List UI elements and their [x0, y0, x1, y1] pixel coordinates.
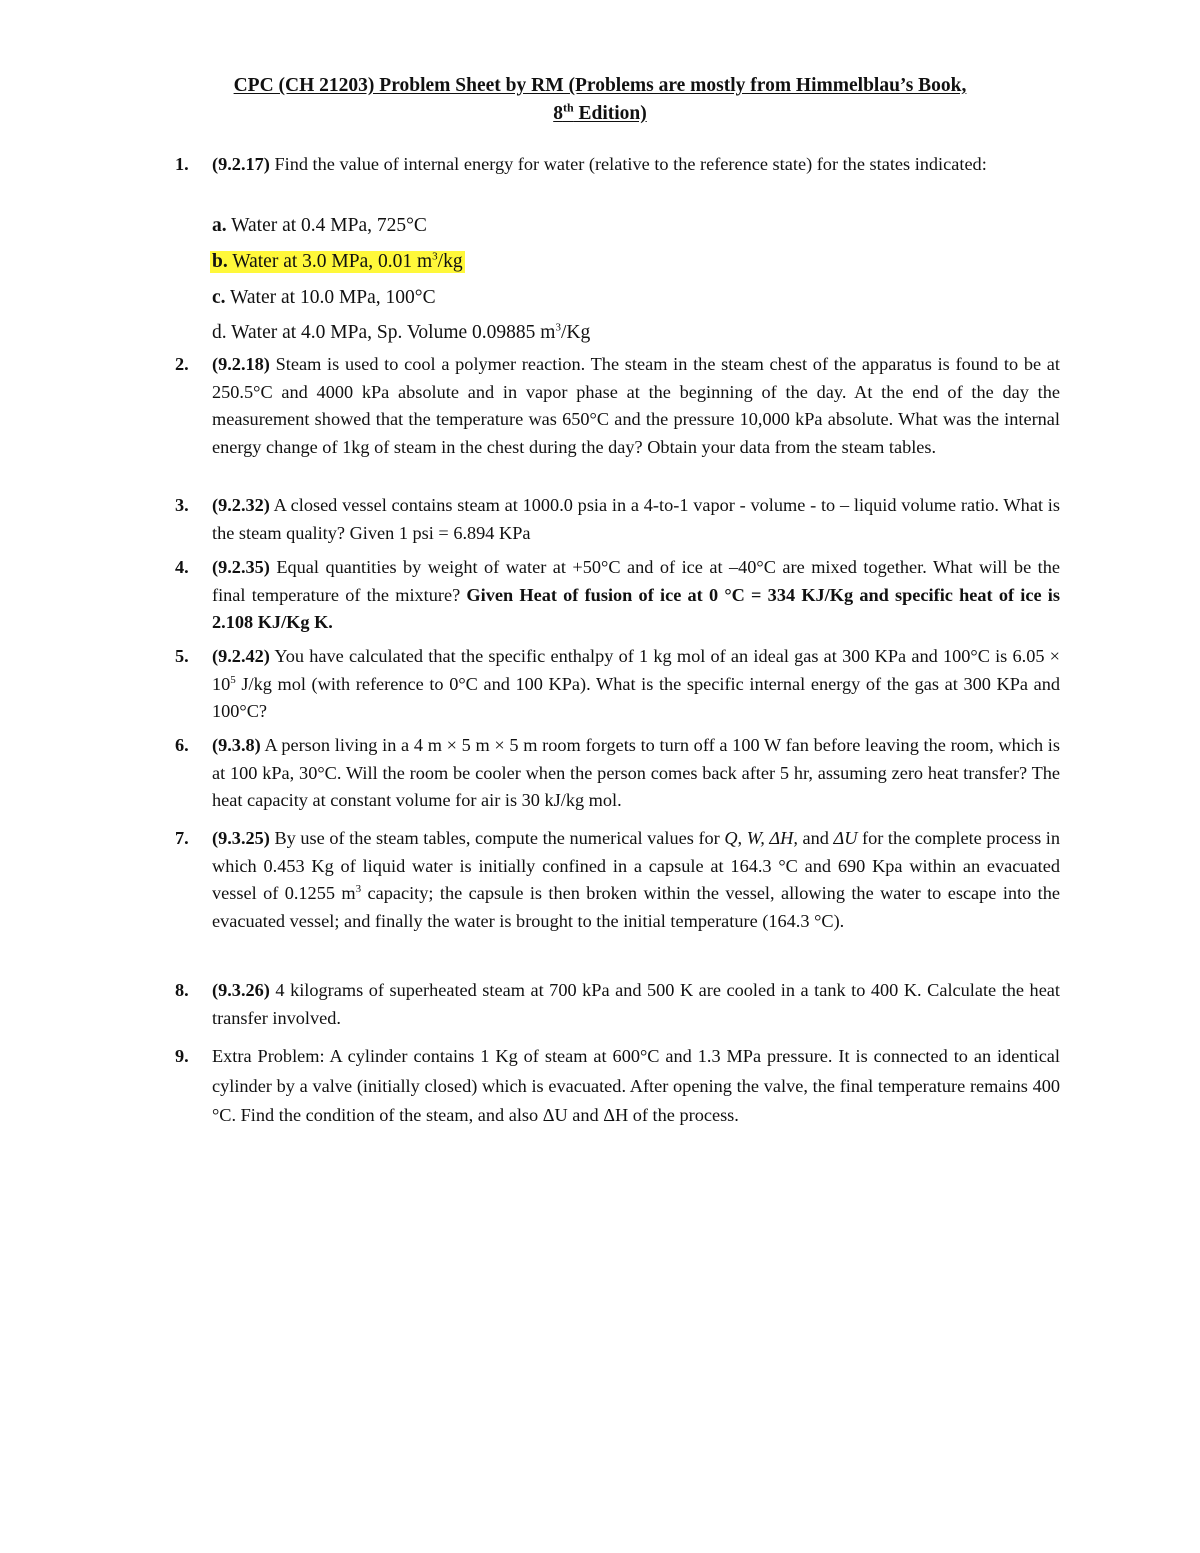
problem-text	[212, 643, 1060, 726]
problem-4	[143, 554, 1060, 637]
page-title	[130, 72, 1070, 128]
problem-body: Equal quantities by weight of water at +50°C and of ice at –40°C are mixed together. What will be the final temperature of the mixture?	[212, 557, 1060, 605]
problem-6	[143, 732, 1060, 815]
problem-body: Find the value of internal energy for water (relative to the reference state) for the states indicated:	[269, 154, 987, 174]
problem-number: 9.	[175, 1046, 189, 1066]
subpart-b	[212, 250, 465, 274]
subpart-text: Water at 0.4 MPa, 725°C	[226, 215, 427, 236]
title-edition-word: Edition)	[573, 103, 647, 124]
subpart-unit: /kg	[437, 251, 463, 272]
problem-number: 8.	[175, 980, 189, 1000]
problem-text	[212, 554, 1060, 637]
subpart-c	[212, 286, 436, 310]
variable-list: Q, W, ΔH,	[724, 828, 798, 848]
problem-text	[212, 732, 1060, 815]
problem-body-continued: J/kg mol (with reference to 0°C and 100 KPa). What is the specific internal energy of the gas at 300 KPa and 100°C?	[212, 673, 1060, 722]
problem-text	[212, 492, 1060, 547]
title-edition-number: 8	[553, 103, 563, 124]
problem-given-data: Given Heat of fusion of ice at 0 °C = 334 KJ/Kg and specific heat of ice is 2.108 KJ/Kg K.	[212, 584, 1060, 633]
problem-3	[143, 492, 1060, 547]
subpart-superscript: 3	[555, 321, 561, 334]
problem-text	[212, 825, 1060, 935]
highlight-marker	[210, 251, 465, 273]
problem-number: 5.	[175, 646, 189, 666]
problem-number: 2.	[175, 354, 189, 374]
problem-body: 4 kilograms of superheated steam at 700 kPa and 500 K are cooled in a tank to 400 K. Calculate the heat transfer involved.	[212, 980, 1060, 1028]
subpart-label: c.	[212, 287, 226, 308]
subpart-unit: /Kg	[560, 322, 591, 343]
problem-body: Steam is used to cool a polymer reaction. The steam in the steam chest of the apparatus is found to be at 250.5°C and 4000 kPa absolute and in vapor phase at the beginning of the day. At the end of the day the measurement showed that the temperature was 650°C and the pressure 10,000 kPa absolute. What was the internal energy change of 1kg of steam in the chest during the day? Obtain your data from the steam tables.	[212, 354, 1060, 457]
subpart-superscript: 3	[432, 250, 438, 263]
exponent: 5	[230, 673, 236, 686]
problem-number: 1.	[175, 154, 189, 174]
problem-reference: (9.3.8)	[212, 735, 261, 755]
problem-9	[143, 1042, 1060, 1131]
problem-reference: (9.2.32)	[212, 495, 270, 515]
subpart-d	[212, 321, 590, 345]
problem-body: A closed vessel contains steam at 1000.0 psia in a 4-to-1 vapor - volume - to – liquid volume ratio. What is the steam quality? Given 1 psi = 6.894 KPa	[212, 495, 1060, 543]
problem-reference: (9.3.26)	[212, 980, 270, 1000]
problem-text	[212, 351, 1060, 461]
subpart-text: Water at 10.0 MPa, 100°C	[225, 287, 436, 308]
problem-number: 7.	[175, 828, 189, 848]
problem-2	[143, 351, 1060, 461]
problem-reference: (9.2.17)	[212, 154, 270, 174]
problem-text	[212, 977, 1060, 1032]
problem-body: You have calculated that the specific enthalpy of 1 kg mol of an ideal gas at 300 KPa and 100°C is 6.05 × 10	[212, 646, 1060, 694]
problem-5	[143, 643, 1060, 726]
problem-body-end: capacity; the capsule is then broken within the vessel, allowing the water to escape into the evacuated vessel; and finally the water is brought to the initial temperature (164.3 °C).	[212, 883, 1060, 931]
problem-text: Extra Problem: A cylinder contains 1 Kg of steam at 600°C and 1.3 MPa pressure. It is connected to an identical cylinder by a valve (initially closed) which is evacuated. After opening the valve, the final temperature remains 400 °C. Find the condition of the steam, and also ΔU and ΔH of the process.	[212, 1046, 1060, 1125]
title-line-1: CPC (CH 21203) Problem Sheet by RM (Problems are mostly from Himmelblau’s Book,	[233, 75, 967, 96]
problem-reference: (9.2.42)	[212, 646, 270, 666]
subpart-label: a.	[212, 215, 227, 236]
problem-8	[143, 977, 1060, 1032]
problem-number: 6.	[175, 735, 189, 755]
problem-reference: (9.3.25)	[212, 828, 270, 848]
problem-7	[143, 825, 1060, 935]
problem-number: 4.	[175, 557, 189, 577]
subpart-label: b.	[212, 251, 228, 272]
problem-body: A person living in a 4 m × 5 m × 5 m room forgets to turn off a 100 W fan before leaving the room, which is at 100 kPa, 30°C. Will the room be cooler when the person comes back after 5 hr, assuming zero heat transfer? The heat capacity at constant volume for air is 30 kJ/kg mol.	[212, 735, 1060, 811]
problem-reference: (9.2.35)	[212, 557, 270, 577]
variable-delta-u: ΔU	[833, 828, 858, 848]
problem-text	[212, 151, 1060, 179]
title-line-2	[130, 100, 1070, 128]
problem-number: 3.	[175, 495, 189, 515]
conjunction: and	[797, 828, 834, 848]
problem-body: By use of the steam tables, compute the numerical values for	[269, 828, 725, 848]
subpart-label: d.	[212, 322, 227, 343]
subpart-text: Water at 3.0 MPa, 0.01 m	[227, 251, 433, 272]
problem-reference: (9.2.18)	[212, 354, 270, 374]
problem-body-continued: for the complete process in which 0.453 Kg of liquid water is initially confined in a capsule at 164.3 °C and 690 Kpa within an evacuated vessel of 0.1255 m	[212, 828, 1060, 904]
exponent: 3	[355, 883, 362, 896]
problem-1	[143, 151, 1060, 179]
subpart-text: Water at 4.0 MPa, Sp. Volume 0.09885 m	[226, 322, 556, 343]
title-edition-superscript: th	[562, 100, 574, 115]
subpart-a	[212, 214, 427, 238]
